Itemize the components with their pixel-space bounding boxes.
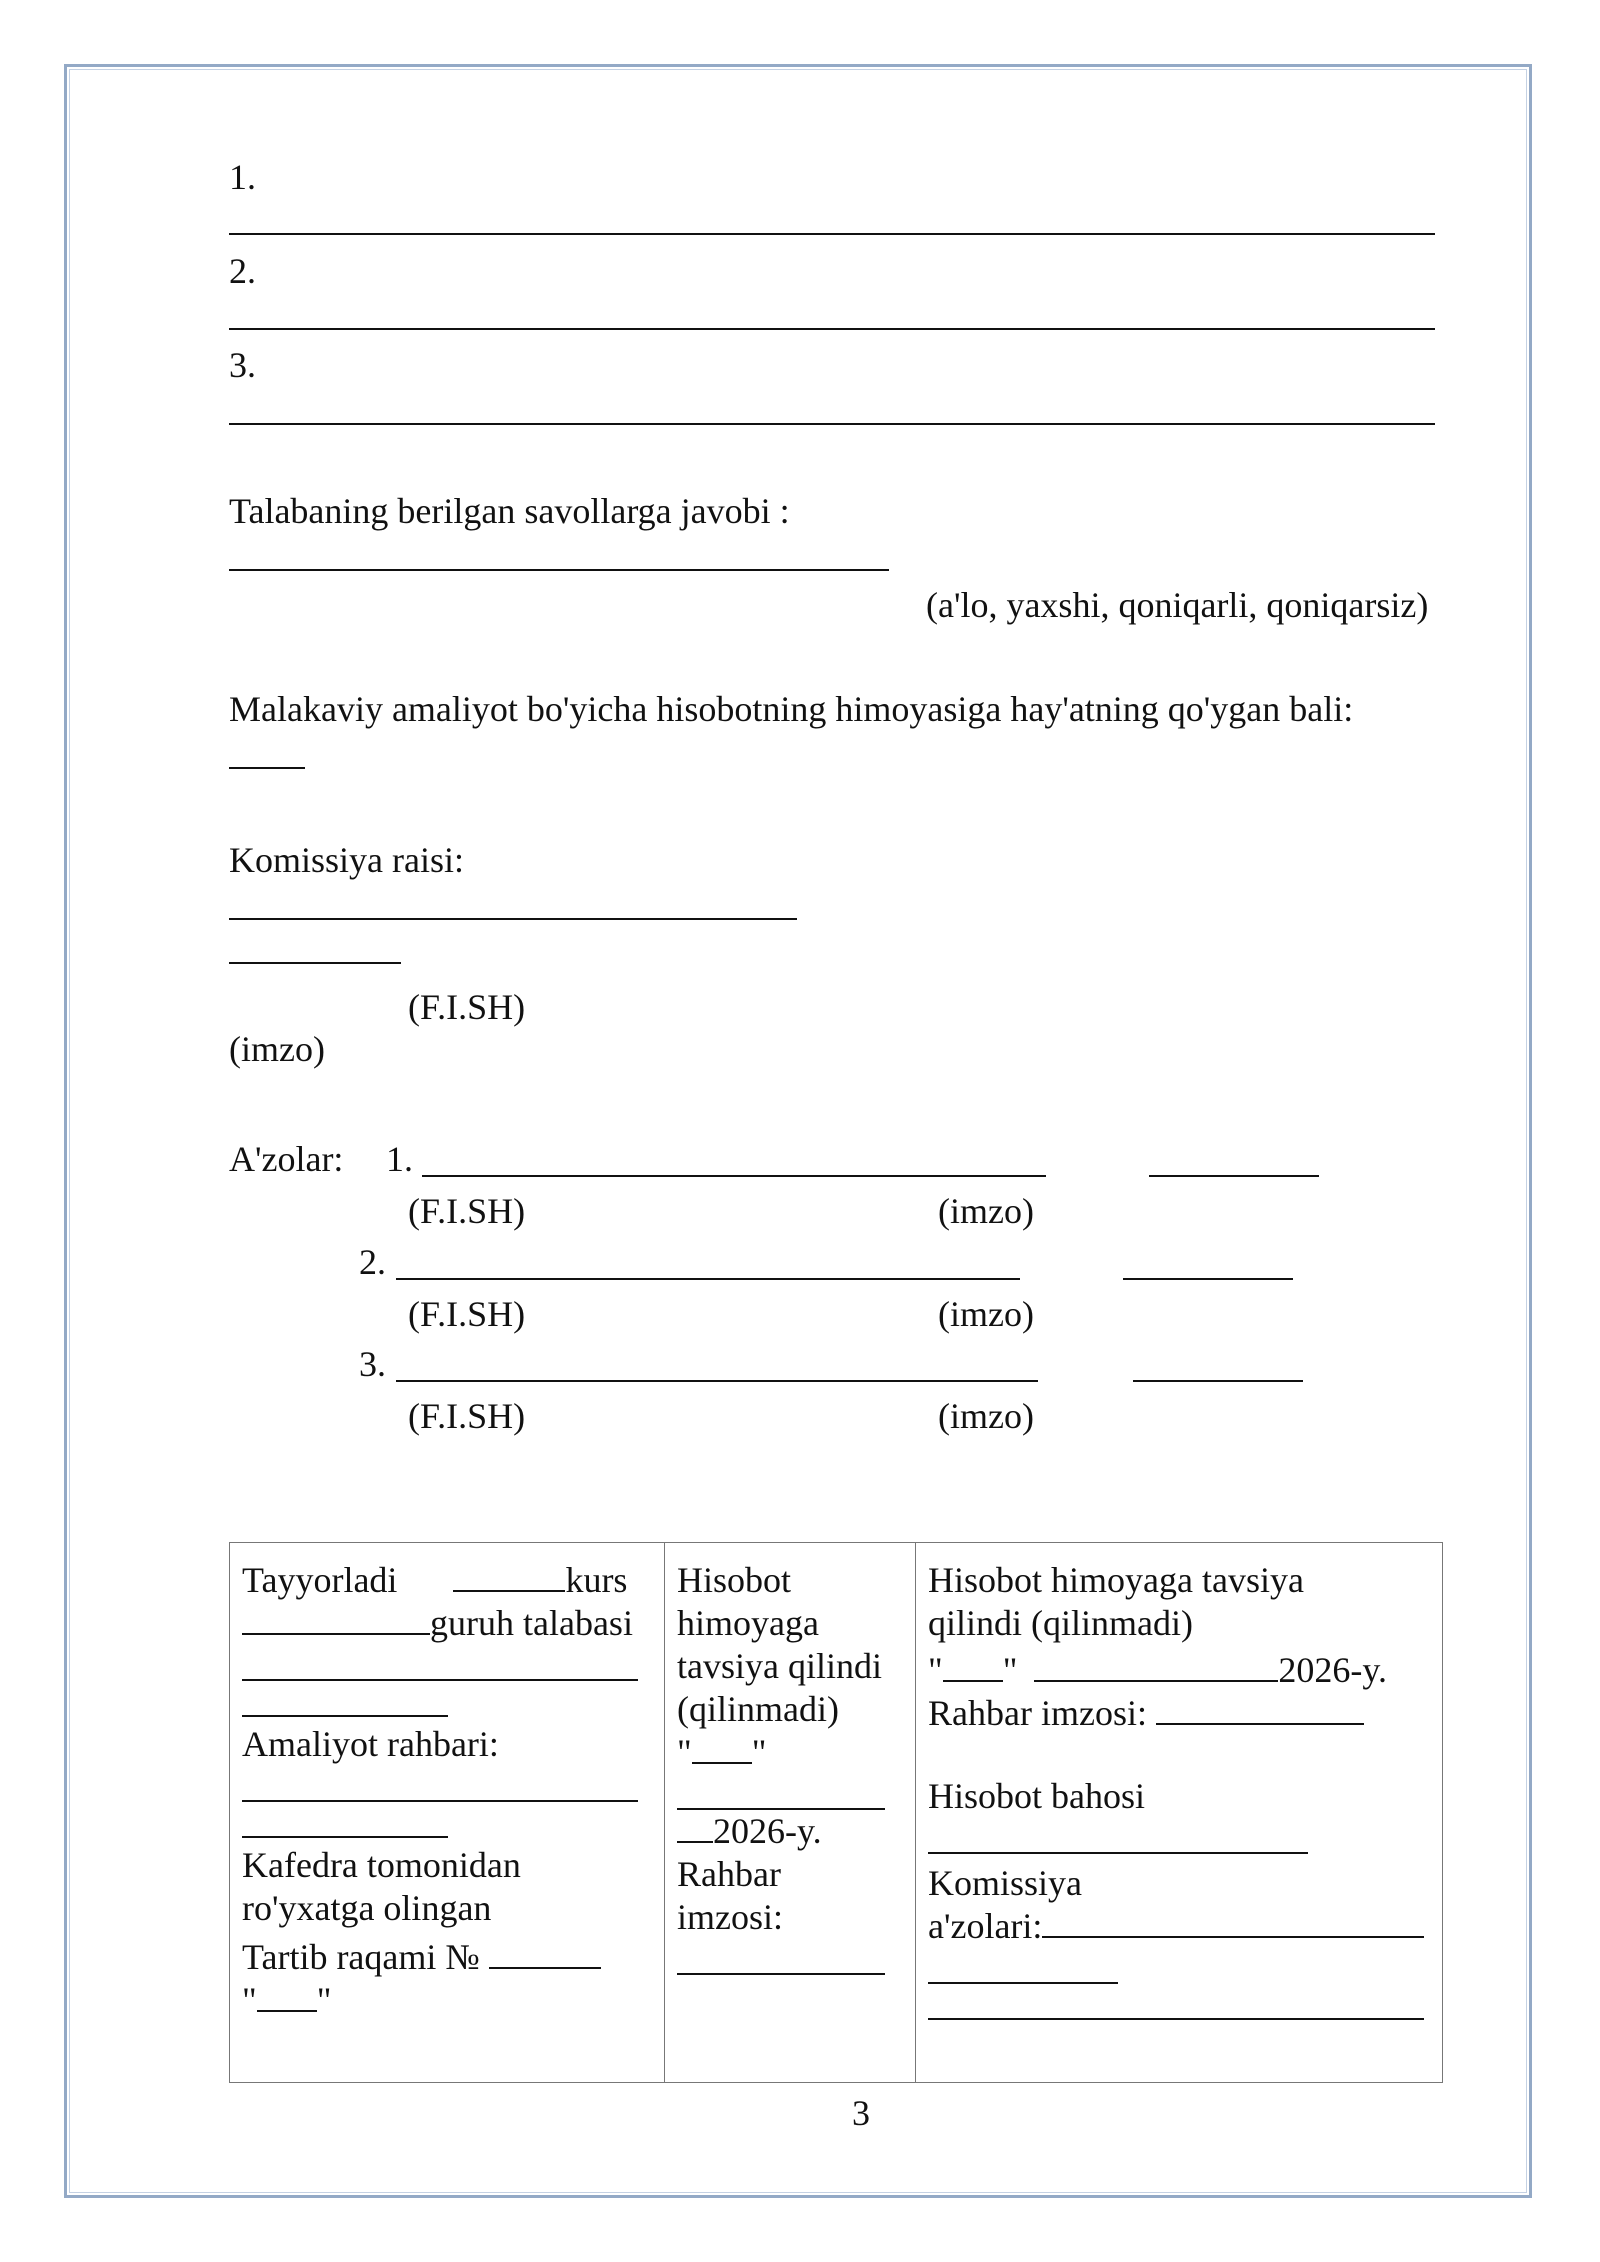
member-2-imzo-caption: (imzo) [938,1294,1034,1334]
serial-blank[interactable] [489,1937,601,1969]
member-1-number: 1. [386,1139,413,1179]
prepared-label: Tayyorladi [242,1560,398,1600]
course-blank[interactable] [453,1560,565,1592]
member-2-fish-line[interactable] [396,1278,1020,1280]
member-3-fish-line[interactable] [396,1380,1038,1382]
commission-blank-2[interactable] [928,1948,1118,1984]
recommend-text-4: (qilinmadi) [677,1689,839,1729]
question-2-number: 2. [229,251,256,291]
answer-options: (a'lo, yaxshi, qoniqarli, qoniqarsiz) [926,585,1429,625]
member-2-sign-line[interactable] [1123,1278,1293,1280]
commission-blank-1[interactable] [1042,1906,1424,1938]
date-quote-close: " [316,1980,332,2020]
course-label: kurs [565,1560,628,1600]
dept-registered-label-2: ro'yxatga olingan [242,1888,492,1928]
grade-label: Hisobot bahosi [928,1776,1146,1816]
member-3-sign-line[interactable] [1133,1380,1303,1382]
prepared-by-cell [230,1543,665,2083]
def-sign-label: Rahbar imzosi: [928,1693,1147,1733]
def-date-quote-close: " [1002,1650,1018,1690]
recommend-text-3: tavsiya qilindi [677,1646,882,1686]
member-1-fish-line[interactable] [422,1175,1046,1177]
group-blank[interactable] [242,1603,430,1635]
answer-line[interactable] [229,569,889,571]
commission-blank-3[interactable] [928,1984,1424,2020]
member-3-fish-caption: (F.I.SH) [408,1396,526,1436]
commission-label-1: Komissiya [928,1863,1083,1903]
student-name-line-2[interactable] [242,1681,448,1717]
date-quote-open: " [242,1980,257,2020]
grade-blank[interactable] [928,1818,1308,1854]
rec-sign-label-2: imzosi: [677,1897,783,1937]
commission-label-2: a'zolari: [928,1906,1043,1946]
chair-sign-line[interactable] [229,962,401,964]
rec-date-day-blank[interactable] [692,1732,752,1764]
def-sign-blank[interactable] [1156,1693,1364,1725]
question-3-line[interactable] [229,423,1435,425]
member-1-sign-line[interactable] [1149,1175,1319,1177]
chair-label: Komissiya raisi: [229,840,464,880]
score-label: Malakaviy amaliyot bo'yicha hisobotning himoyasiga hay'atning qo'ygan bali: [229,689,1354,729]
dept-registered-label-1: Kafedra tomonidan [242,1845,521,1885]
serial-label: Tartib raqami № [242,1937,480,1977]
def-date-day-blank[interactable] [943,1650,1003,1682]
chair-fish-line[interactable] [229,918,797,920]
recommend-text-2: himoyaga [677,1603,819,1643]
member-3-imzo-caption: (imzo) [938,1396,1034,1436]
supervisor-recommendation-cell [665,1543,916,2083]
def-year: 2026-y. [1278,1650,1388,1690]
defense-text-2: qilindi (qilinmadi) [928,1603,1193,1643]
rec-year: 2026-y. [713,1811,822,1851]
question-1-number: 1. [229,157,256,197]
group-label: guruh talabasi [430,1603,633,1643]
page-number: 3 [852,2093,870,2133]
chair-fish-caption: (F.I.SH) [408,987,526,1027]
supervisor-label: Amaliyot rahbari: [242,1724,499,1764]
member-1-imzo-caption: (imzo) [938,1191,1034,1231]
rec-date-day2-blank[interactable] [677,1811,713,1843]
member-2-fish-caption: (F.I.SH) [408,1294,526,1334]
def-date-month-blank[interactable] [1034,1650,1278,1682]
rec-date-quote-close: " [751,1732,767,1772]
report-info-table [229,1542,1443,2083]
member-3-number: 3. [359,1344,386,1384]
answer-label: Talabaning berilgan savollarga javobi : [229,491,790,531]
score-line[interactable] [229,767,305,769]
defense-text-1: Hisobot himoyaga tavsiya [928,1560,1304,1600]
rec-sign-label-1: Rahbar [677,1854,781,1894]
date-day-blank[interactable] [257,1980,317,2012]
supervisor-name-line-2[interactable] [242,1802,448,1838]
member-2-number: 2. [359,1242,386,1282]
question-3-number: 3. [229,345,256,385]
rec-sign-blank[interactable] [677,1939,885,1975]
member-1-fish-caption: (F.I.SH) [408,1191,526,1231]
student-name-line[interactable] [242,1645,638,1681]
members-label: A'zolar: [229,1139,344,1179]
supervisor-name-line[interactable] [242,1766,638,1802]
recommend-text-1: Hisobot [677,1560,792,1600]
defense-result-cell [916,1543,1443,2083]
chair-imzo-caption: (imzo) [229,1029,325,1069]
question-1-line[interactable] [229,233,1435,235]
question-2-line[interactable] [229,328,1435,330]
rec-date-quote-open: " [677,1732,692,1772]
rec-date-month-blank[interactable] [677,1774,885,1810]
def-date-quote-open: " [928,1650,943,1690]
